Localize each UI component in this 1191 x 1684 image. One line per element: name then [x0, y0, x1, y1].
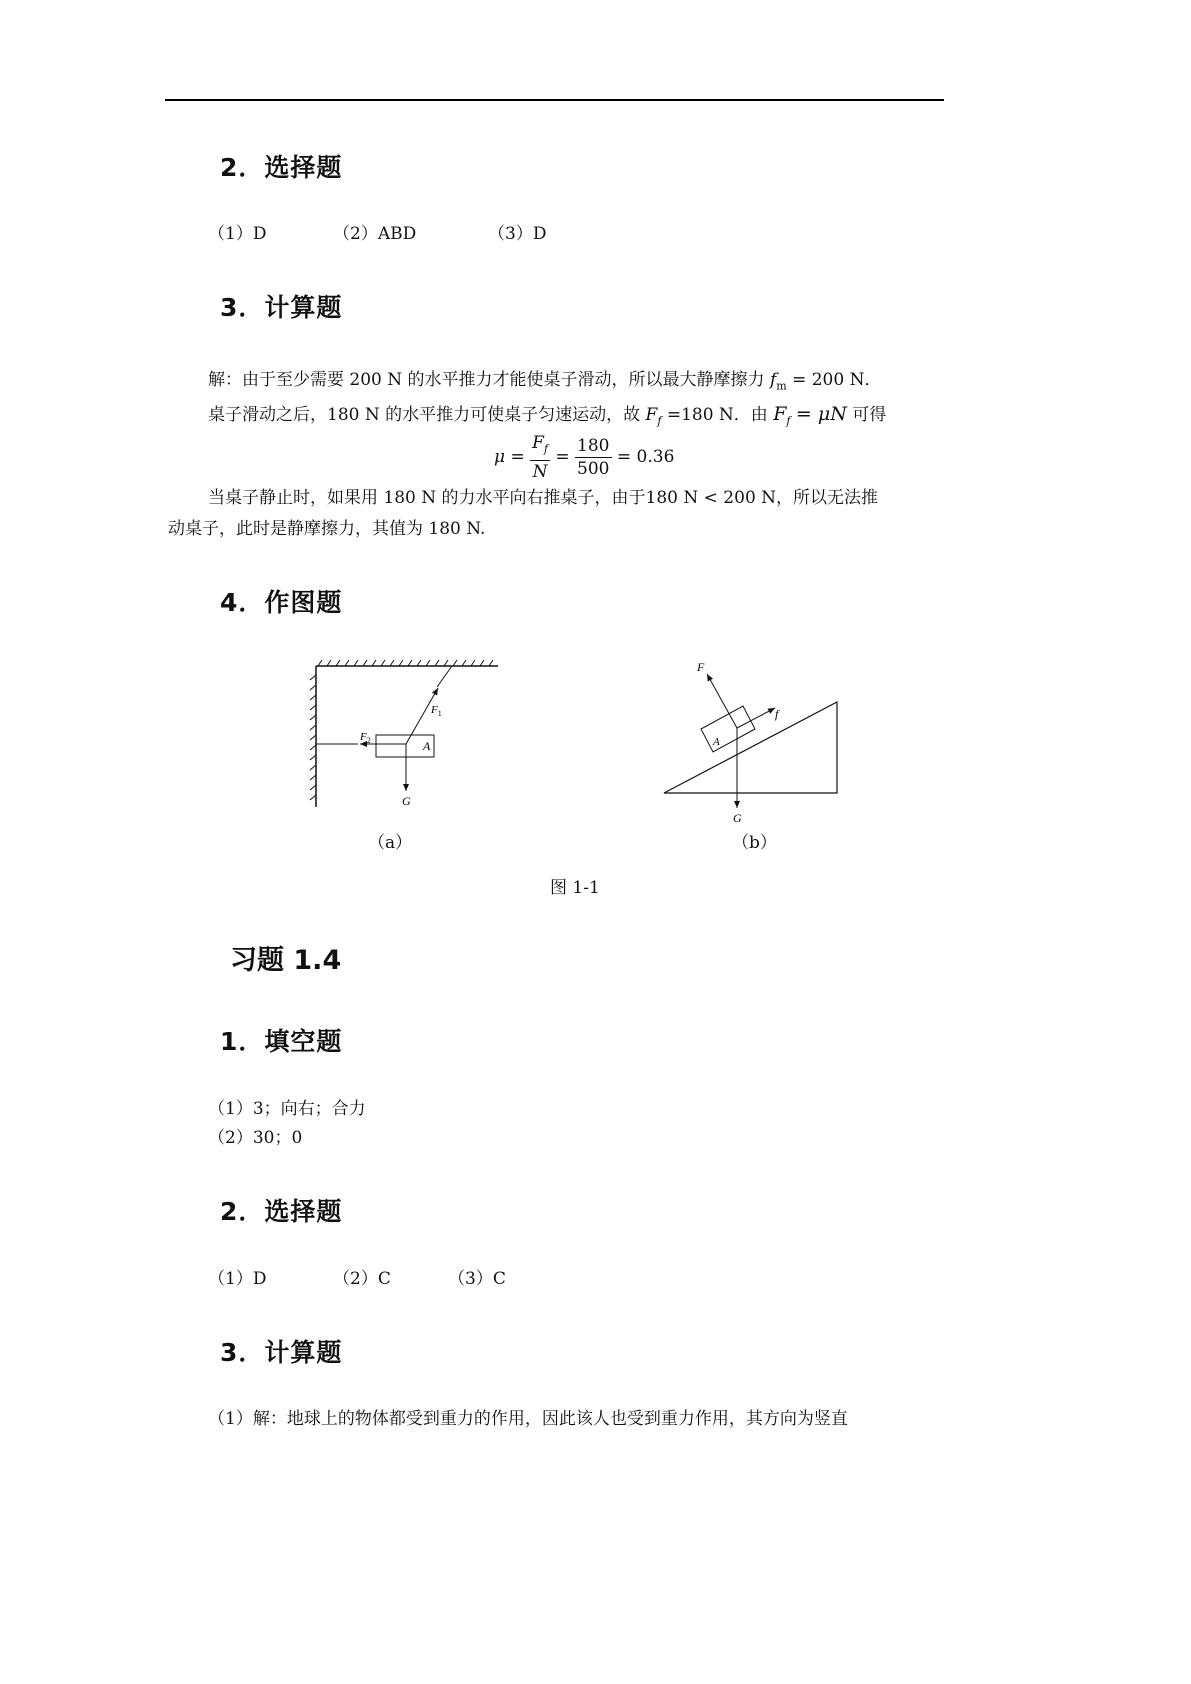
calc-line-1 — [208, 370, 881, 396]
figure-a — [300, 655, 510, 855]
fraction-numerator-sub: f — [543, 442, 548, 456]
fm-value: = 200 N． — [792, 370, 882, 390]
fill-answer-2: （2）30；0 — [208, 1128, 303, 1148]
friction-law-subscript: f — [786, 414, 791, 428]
calc-line-2-tail: 可得 — [852, 405, 887, 425]
ceiling-hatch — [316, 660, 498, 666]
header-rule — [165, 99, 944, 101]
mu-lhs: μ = — [494, 447, 525, 468]
section-heading-choice-2: 2．选择题 — [220, 1197, 343, 1226]
fraction-numerator-180: 180 — [577, 436, 610, 457]
equals-sign: = — [555, 447, 570, 468]
label-a-block: A — [423, 739, 431, 753]
fill-answer-1: （1）3；向右；合力 — [208, 1099, 366, 1119]
slanted-string — [437, 666, 452, 687]
incline-triangle — [664, 702, 837, 793]
block-on-incline — [701, 706, 755, 752]
calc-line-1-text: 解：由于至少需要 200 N 的水平推力才能使桌子滑动，所以最大静摩擦力 — [208, 370, 765, 390]
label-g-b: G — [733, 811, 742, 825]
fm-symbol: f — [769, 370, 777, 390]
Ff-subscript: f — [657, 414, 662, 428]
Ff-symbol: F — [645, 405, 658, 425]
label-a-b: A — [713, 736, 720, 748]
force-f1-arrow — [406, 688, 438, 744]
calc-line-2 — [208, 404, 886, 431]
label-f1: $F_1$ — [431, 704, 442, 718]
section-heading-choice: 2．选择题 — [220, 153, 343, 182]
caption-a: （a） — [368, 833, 413, 853]
calc-line-2-text: 桌子滑动之后，180 N 的水平推力可使桌子匀速运动，故 — [208, 405, 641, 425]
figure-b — [655, 650, 855, 830]
friction-law-rhs: = μN — [795, 403, 847, 425]
mu-result: = 0.36 — [616, 447, 675, 468]
caption-b: （b） — [732, 833, 777, 853]
figure-caption: 图 1-1 — [550, 878, 600, 898]
choice-answer-1: （1）D — [208, 224, 267, 244]
choice2-answer-3: （3）C — [448, 1269, 506, 1289]
label-friction: f — [775, 707, 779, 721]
fm-subscript: m — [776, 379, 787, 393]
fraction-180-over-500 — [575, 435, 611, 480]
section-heading-drawing: 4．作图题 — [220, 588, 343, 617]
choice-answer-2: （2）ABD — [333, 224, 417, 244]
choice2-answer-1: （1）D — [208, 1269, 267, 1289]
calc-line-4: 动桌子，此时是静摩擦力，其值为 180 N. — [168, 519, 486, 539]
choice-answer-3: （3）D — [488, 224, 547, 244]
fraction-denominator-500: 500 — [577, 459, 610, 480]
force-f-arrow — [707, 674, 737, 728]
friction-arrow — [737, 708, 775, 728]
mu-equation — [494, 432, 674, 483]
label-f2: $F_2$ — [360, 731, 371, 745]
label-f-b: F — [697, 660, 705, 674]
fraction-numerator-F: F — [532, 433, 544, 453]
fraction-Ff-over-N — [530, 432, 550, 483]
section-heading-calc: 3．计算题 — [220, 293, 343, 322]
calc2-line-1: （1）解：地球上的物体都受到重力的作用，因此该人也受到重力作用，其方向为竖直 — [208, 1409, 848, 1429]
choice2-answer-2: （2）C — [333, 1269, 391, 1289]
friction-law-lhs: F — [773, 403, 787, 425]
wall-hatch — [310, 666, 316, 807]
fraction-denominator-N: N — [532, 462, 548, 483]
calc-line-3: 当桌子静止时，如果用 180 N 的力水平向右推桌子，由于180 N < 200 N，所以无法推 — [208, 488, 879, 508]
section-heading-fill: 1．填空题 — [220, 1027, 343, 1056]
label-g-a: G — [402, 794, 411, 808]
Ff-value: =180 N．由 — [666, 405, 768, 425]
section-heading-calc-2: 3．计算题 — [220, 1338, 343, 1367]
exercise-title: 习题 1.4 — [230, 945, 342, 976]
